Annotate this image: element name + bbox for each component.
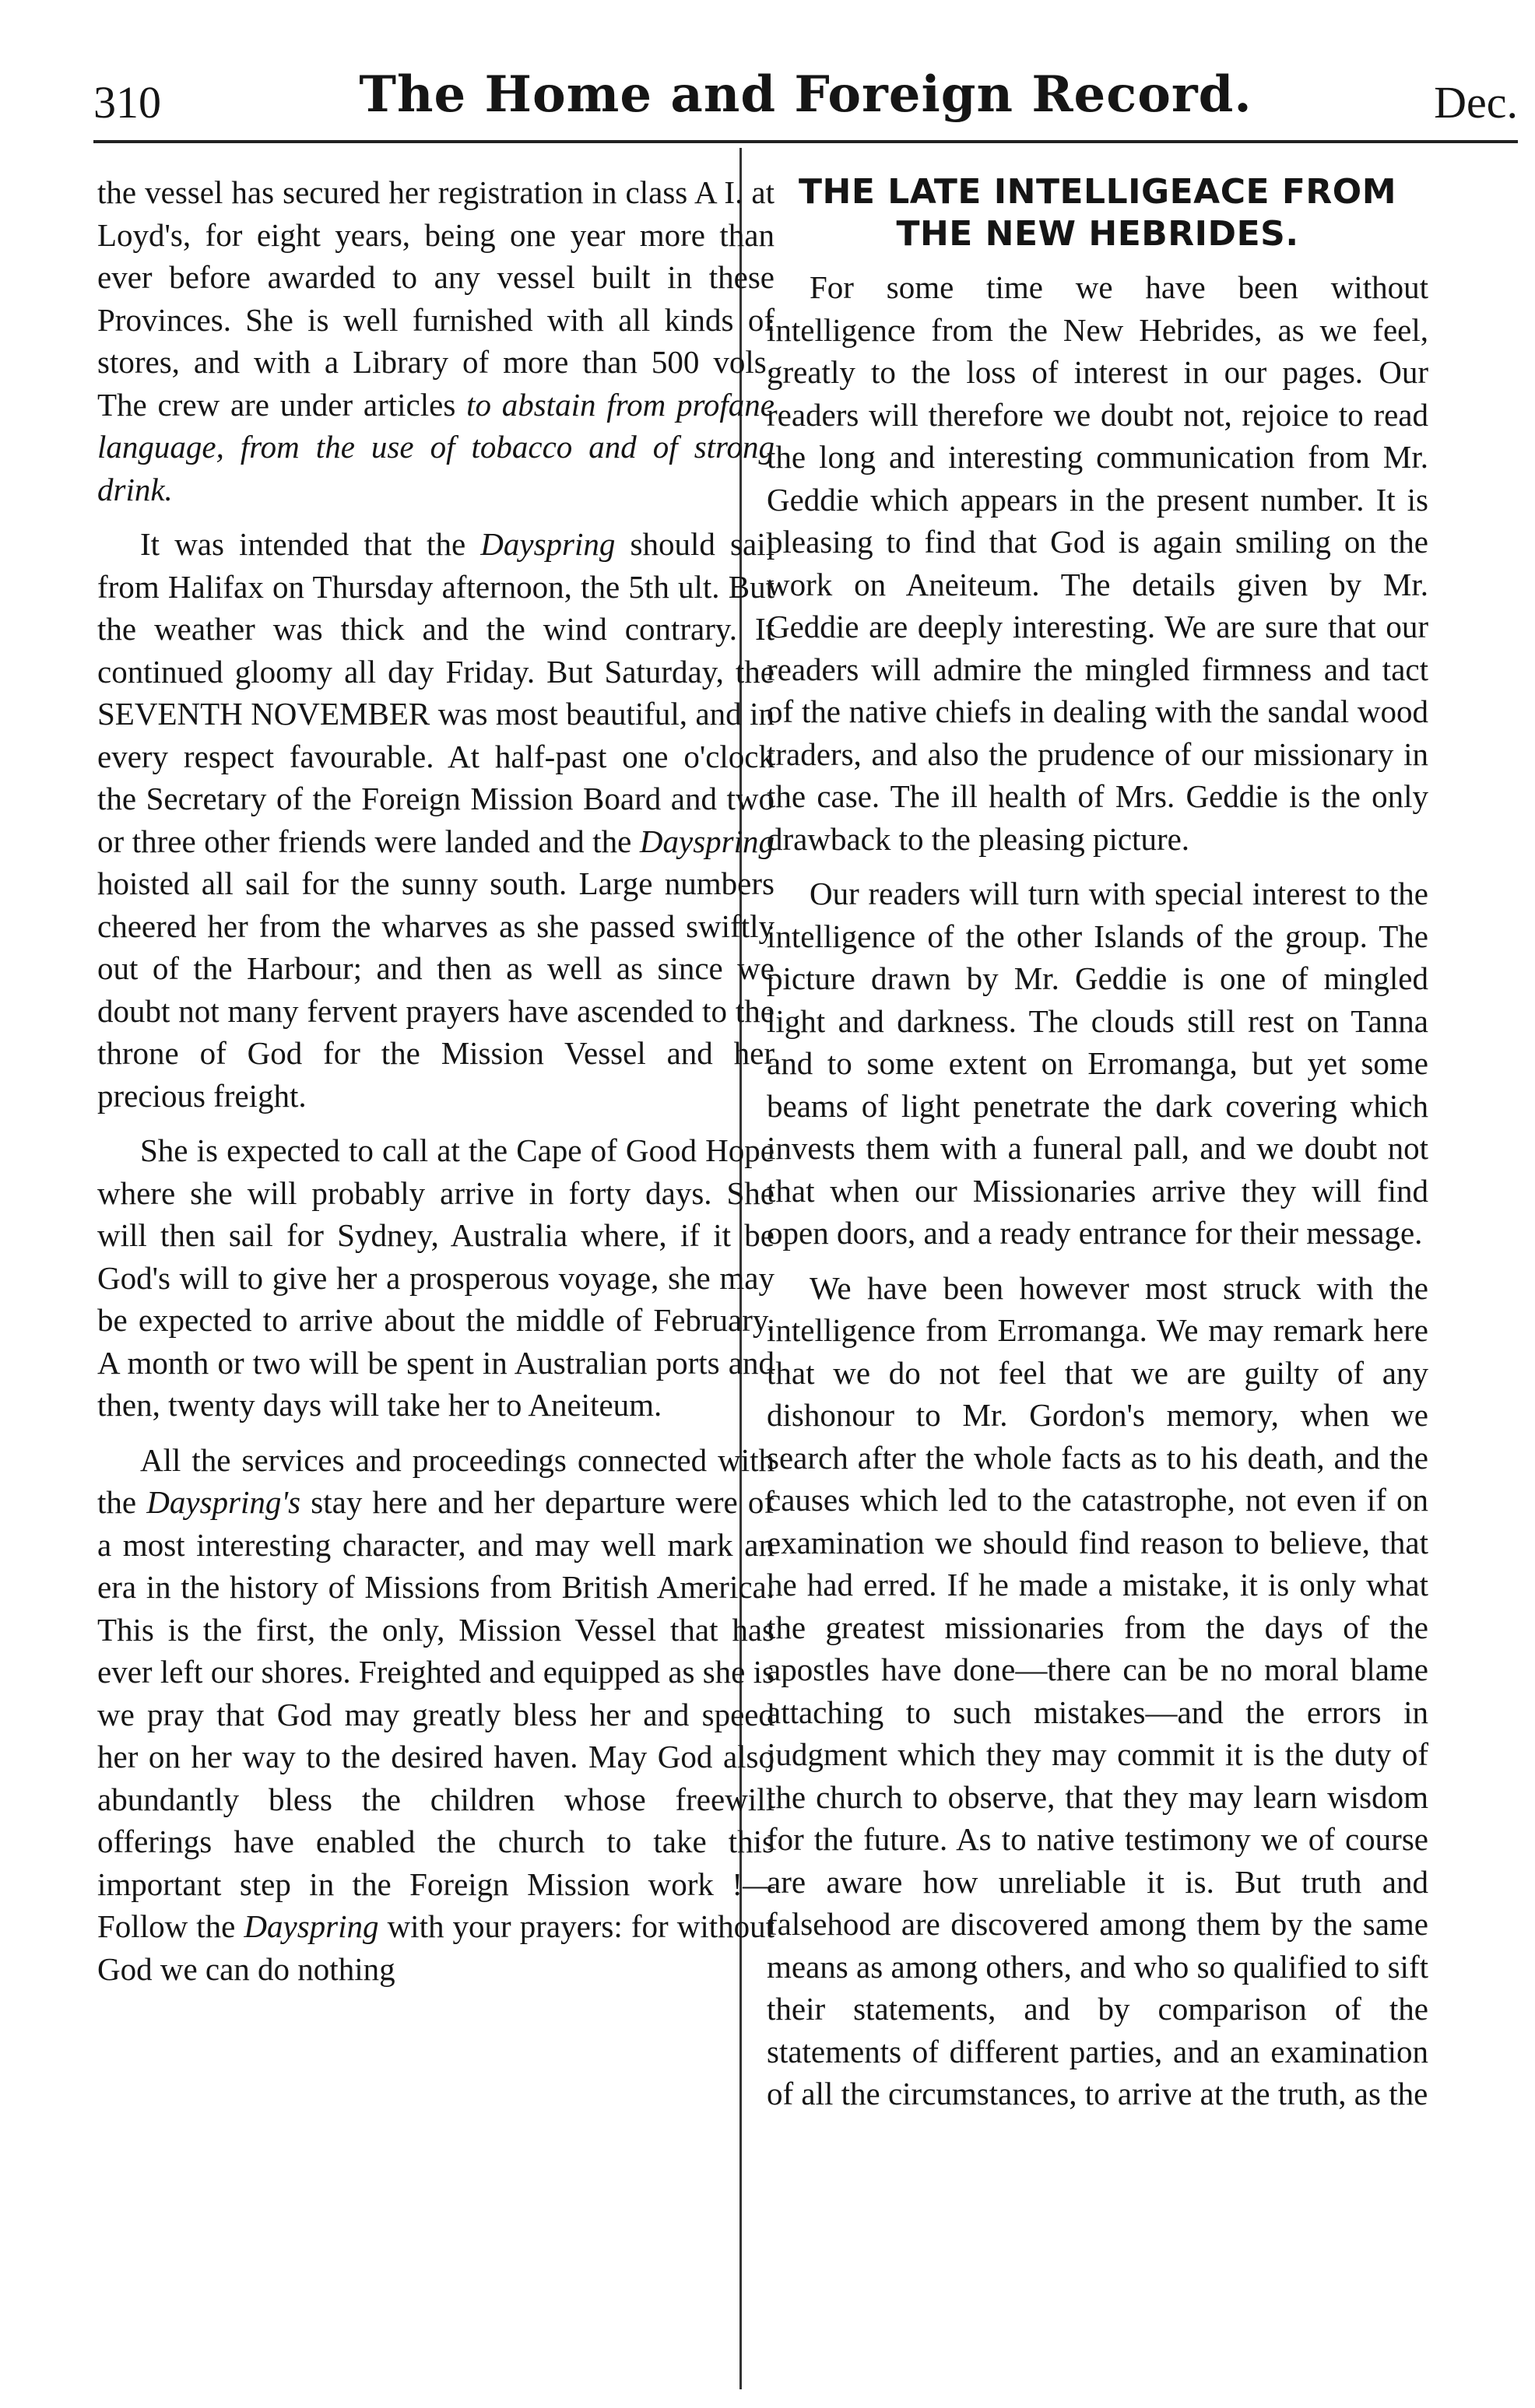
paragraph: We have been however most struck with the intelligence from Erromanga. We may remark here that we do not feel that we are guilty of any dishonour to Mr. Gordon's memory, when we search after the whole facts as to his death, and the causes which led to the catastrophe, not even if on examination we should find reason to believe, that he had erred. If he made a mistake, it is only what the greatest missionaries from the days of the apostles have done—there can be no moral blame attaching to such mistakes—and the errors in judgment which they may commit it is the duty of the church to observe, that they may learn wisdom for the future. As to native testimony we of course are aware how unreliable it is. But truth and falsehood are discovered among them by the same means as among others, and who so qualified to sift their statements, and by comparison of the statements of different parties, and an examination of all the circumstances, to arrive at the truth, as the	[767, 1269, 1428, 2111]
paragraph	[97, 171, 775, 511]
article-heading: THE LATE INTELLIGEACE FROM THE NEW HEBRIDES.	[798, 172, 1396, 254]
text-run-italic: Dayspring	[639, 823, 775, 859]
left-column	[97, 171, 775, 2003]
text-run: hoisted all sail for the sunny south. Large numbers cheered her from the wharves as she passed swiftly out of the Harbour; and then as well as since we doubt not many fervent prayers have ascended to the throne of God for the Mission Vessel and her precious freight.	[97, 865, 775, 1114]
paragraph	[97, 523, 775, 1117]
text-run: All the services and proceedings connected with the	[97, 1441, 775, 1520]
text-run: stay here and her departure were of a most interesting character, and may well mark an era in the history of Missions from British America. This is the first, the only, Mission Vessel that has ever left our shores. Freighted and equipped as she is we pray that God may greatly bless her and speed her on her way to the desired haven. May God also abundantly bless the children whose freewill offerings have enabled the church to take this important step in the Foreign Mission work !— Follow the	[97, 1484, 775, 1944]
issue-month: Dec.	[1434, 77, 1518, 128]
paragraph	[97, 1439, 775, 1991]
text-run: the vessel has secured her registration in class A I. at Loyd's, for eight years, being one year more than ever before awarded to any vessel built in these Provinces. She is well furnished with all kinds of stores, and with a Library of more than 500 vols. The crew are under articles	[97, 174, 775, 423]
running-title: The Home and Foreign Record.	[359, 65, 1252, 124]
page-number: 310	[93, 77, 161, 128]
paragraph: She is expected to call at the Cape of Good Hope where she will probably arrive in forty days. She will then sail for Sydney, Australia where, if it be God's will to give her a prosperous voyage, she may be expected to arrive about the middle of February. A month or two will be spent in Australian ports and then, twenty days will take her to Aneiteum.	[97, 1132, 775, 1423]
paragraph: For some time we have been without intelligence from the New Hebrides, as we feel, greatly to the loss of interest in our pages. Our readers will therefore we doubt not, rejoice to read the long and interesting communication from Mr. Geddie which appears in the present number. It is pleasing to find that God is again smiling on the work on Aneiteum. The details given by Mr. Geddie are deeply interesting. We are sure that our readers will admire the mingled firmness and tact of the native chiefs in dealing with the sandal wood traders, and also the prudence of our missionary in the case. The ill health of Mrs. Geddie is the only drawback to the pleasing picture.	[767, 269, 1428, 857]
paragraph: Our readers will turn with special interest to the intelligence of the other Islands of the group. The picture drawn by Mr. Geddie is one of mingled light and darkness. The clouds still rest on Tanna and to some extent on Erromanga, but yet some beams of light penetrate the dark covering which invests them with a funeral pall, and we doubt not that when our Missionaries arrive they will find open doors, and a ready entrance for their message.	[767, 876, 1428, 1251]
text-run-italic: Dayspring's	[146, 1484, 301, 1520]
page-header	[93, 54, 1518, 143]
text-run-italic: Dayspring	[244, 1908, 379, 1944]
text-run-italic: to abstain from profane language, from the use of tobacco and of strong drink.	[97, 386, 775, 507]
text-run-italic: Dayspring	[480, 526, 616, 562]
right-column	[767, 171, 1428, 2128]
text-run: with your prayers: for without God we can do nothing	[97, 1908, 775, 1987]
text-run: It was intended that the	[140, 526, 481, 562]
text-run: should sail from Halifax on Thursday afternoon, the 5th ult. But the weather was thick and the wind contrary. It continued gloomy all day Friday. But Saturday, the SEVENTH NOVEMBER was most beautiful, and in every respect favourable. At half-past one o'clock the Secretary of the Foreign Mission Board and two or three other friends were landed and the	[97, 526, 775, 859]
